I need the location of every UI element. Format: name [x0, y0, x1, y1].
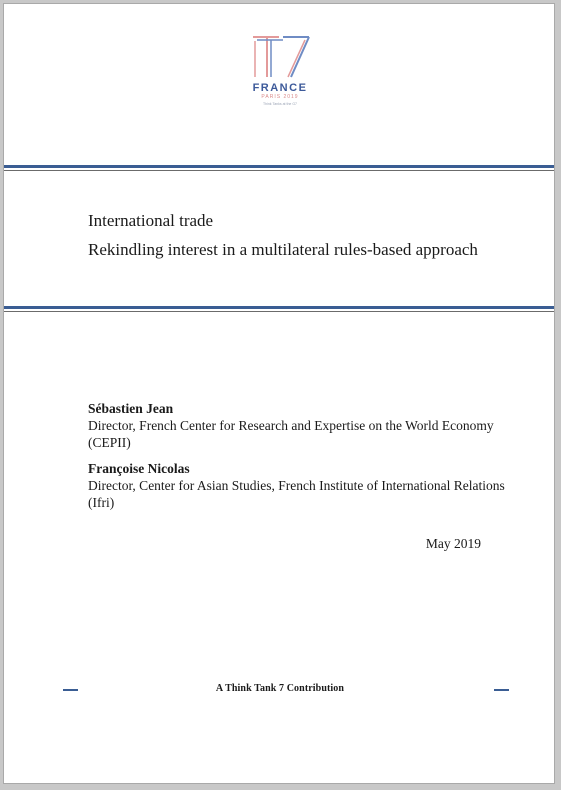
- author-affiliation: Director, French Center for Research and Expertise on the World Economy (CEPII): [88, 418, 494, 450]
- title-area: [88, 210, 488, 260]
- bottom-rule: [4, 306, 555, 312]
- author-entry: [88, 400, 508, 451]
- publication-date: May 2019: [425, 536, 481, 551]
- logo-subtitle: PARIS 2019: [261, 94, 299, 100]
- logo-word: FRANCE: [252, 82, 308, 94]
- document-title: International trade: [88, 211, 214, 230]
- t7-logo: [245, 31, 315, 111]
- authors-list: [88, 400, 508, 511]
- document-page: [3, 3, 555, 784]
- t7-logo-icon: [245, 31, 315, 81]
- footer-text: A Think Tank 7 Contribution: [215, 683, 345, 694]
- top-rule: [4, 165, 555, 171]
- author-name: Sébastien Jean: [88, 401, 174, 416]
- footer-dash-right: [494, 689, 509, 691]
- document-subtitle: Rekindling interest in a multilateral rules-based approach: [88, 240, 478, 259]
- author-name: Françoise Nicolas: [88, 461, 190, 476]
- logo-tagline: Think Tanks at the G7: [263, 102, 297, 106]
- author-affiliation: Director, Center for Asian Studies, French Institute of International Relations (Ifri): [88, 478, 505, 510]
- author-entry: [88, 460, 508, 511]
